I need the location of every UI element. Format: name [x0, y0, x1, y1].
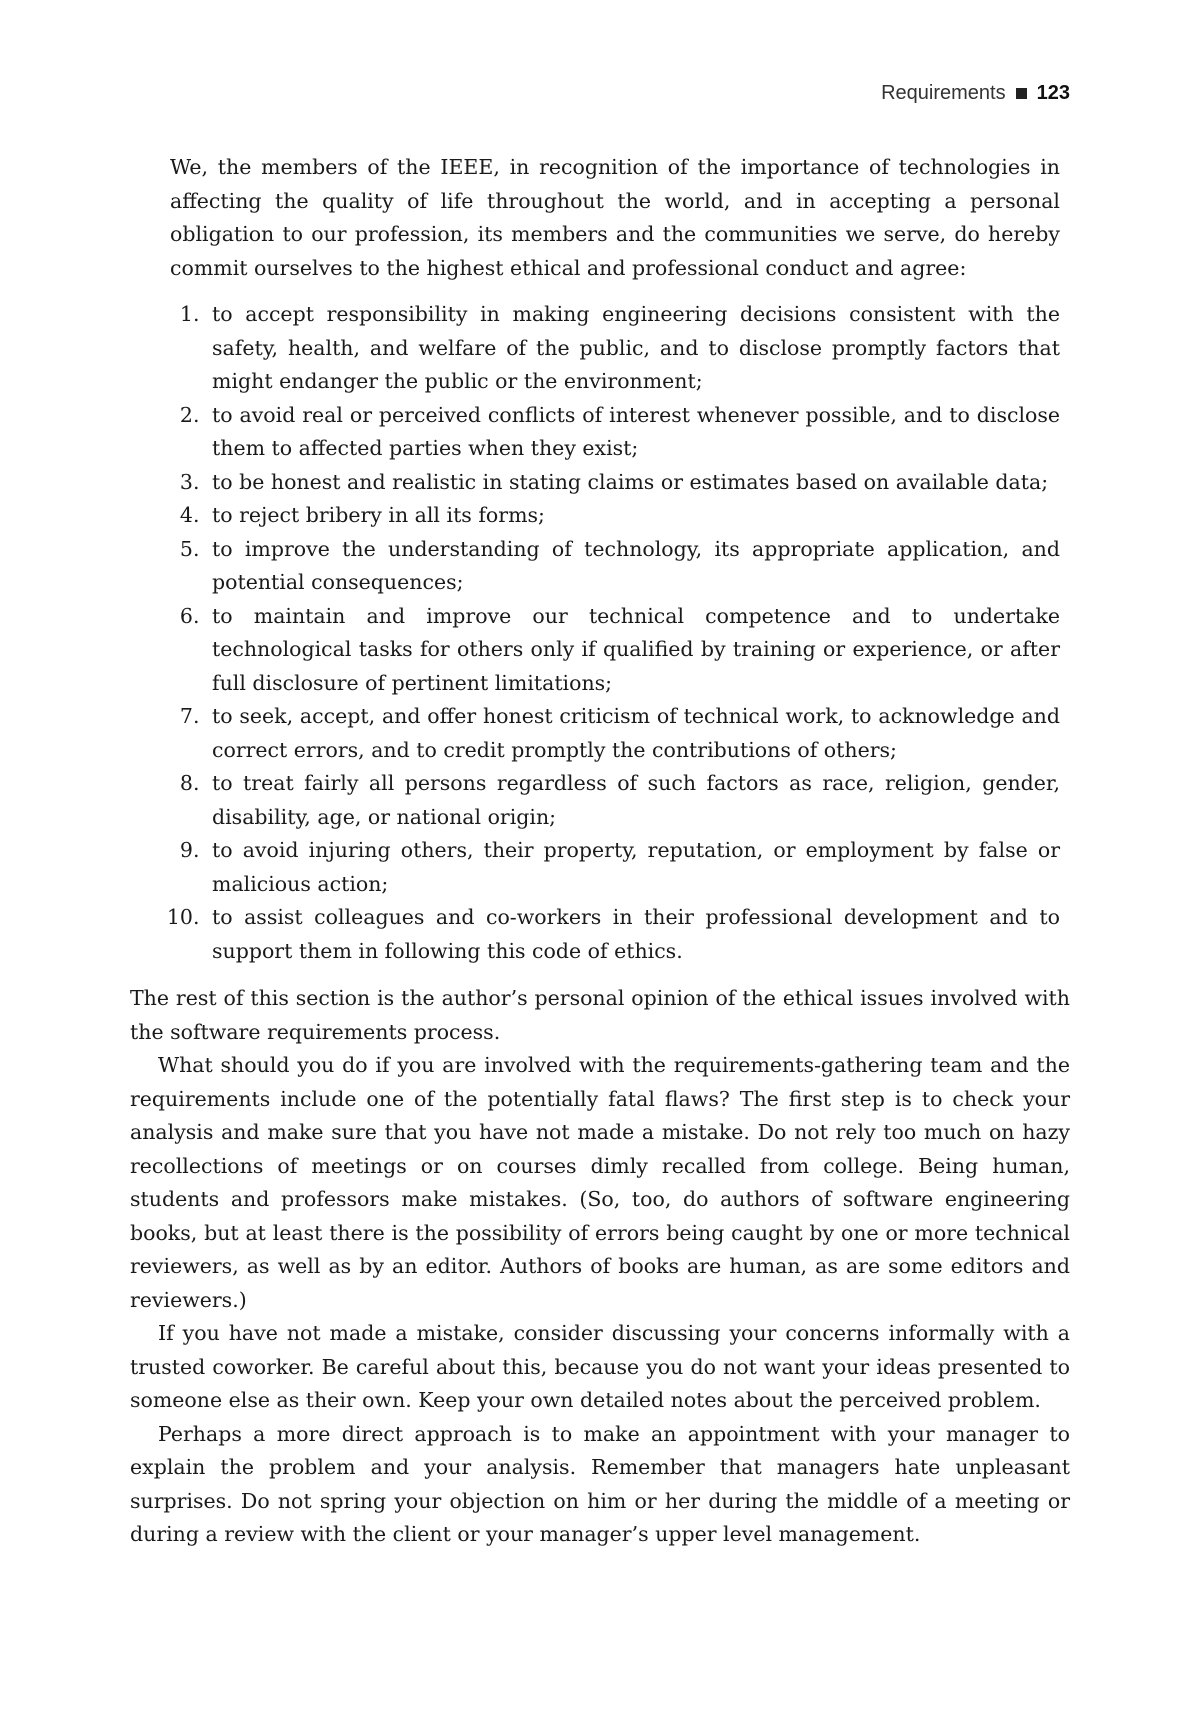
- running-head: [881, 82, 1070, 105]
- body-paragraph: Perhaps a more direct approach is to make an appointment with your manager to explain the problem and your analysis. Remember that managers hate unpleasant surprises. Do not spring your objection on him or her during the middle of a meeting or during a review with the client or your manager’s upper level management.: [130, 1421, 1070, 1546]
- list-item: 4. to reject bribery in all its forms;: [206, 499, 1060, 533]
- code-of-ethics-list: [170, 298, 1060, 968]
- list-item: 2. to avoid real or perceived conflicts of interest whenever possible, and to disclose them to affected parties when they exist;: [206, 399, 1060, 466]
- list-item: 9. to avoid injuring others, their property, reputation, or employment by false or malicious action;: [206, 834, 1060, 901]
- ieee-code-quote: [170, 151, 1060, 968]
- section-title: Requirements: [881, 82, 1006, 104]
- list-item: 3. to be honest and realistic in stating claims or estimates based on available data;: [206, 466, 1060, 500]
- list-item: 6. to maintain and improve our technical competence and to undertake technological tasks for others only if qualified by training or experience, or after full disclosure of pertinent limitations;: [206, 600, 1060, 701]
- list-item: 8. to treat fairly all persons regardless of such factors as race, religion, gender, disability, age, or national origin;: [206, 767, 1060, 834]
- page-body: [130, 151, 1070, 1552]
- body-paragraph: What should you do if you are involved with the requirements-gathering team and the requirements include one of the potentially fatal flaws? The first step is to check your analysis and make sure that you have not made a mistake. Do not rely too much on hazy recollections of meetings or on courses dimly recalled from college. Being human, students and professors make mistakes. (So, too, do authors of software engineering books, but at least there is the possibility of errors being caught by one or more technical reviewers, as well as by an editor. Authors of books are human, as are some editors and reviewers.): [130, 1053, 1070, 1312]
- list-item: 5. to improve the understanding of technology, its appropriate application, and potential consequences;: [206, 533, 1060, 600]
- body-paragraph: The rest of this section is the author’s personal opinion of the ethical issues involved with the software requirements process.: [130, 986, 1070, 1044]
- quote-intro: We, the members of the IEEE, in recognition of the importance of technologies in affecting the quality of life throughout the world, and in accepting a personal obligation to our profession, its members and the communities we serve, do hereby commit ourselves to the highest ethical and professional conduct and agree:: [170, 155, 1060, 280]
- list-item: 7. to seek, accept, and offer honest criticism of technical work, to acknowledge and correct errors, and to credit promptly the contributions of others;: [206, 700, 1060, 767]
- page-number: 123: [1036, 82, 1070, 104]
- list-item: 10. to assist colleagues and co-workers in their professional development and to support them in following this code of ethics.: [206, 901, 1060, 968]
- body-paragraph: If you have not made a mistake, consider discussing your concerns informally with a trusted coworker. Be careful about this, because you do not want your ideas presented to someone else as their own. Keep your own detailed notes about the perceived problem.: [130, 1321, 1070, 1412]
- separator-square-icon: [1016, 88, 1027, 99]
- list-item: 1. to accept responsibility in making engineering decisions consistent with the safety, health, and welfare of the public, and to disclose promptly factors that might endanger the public or the environment;: [206, 298, 1060, 399]
